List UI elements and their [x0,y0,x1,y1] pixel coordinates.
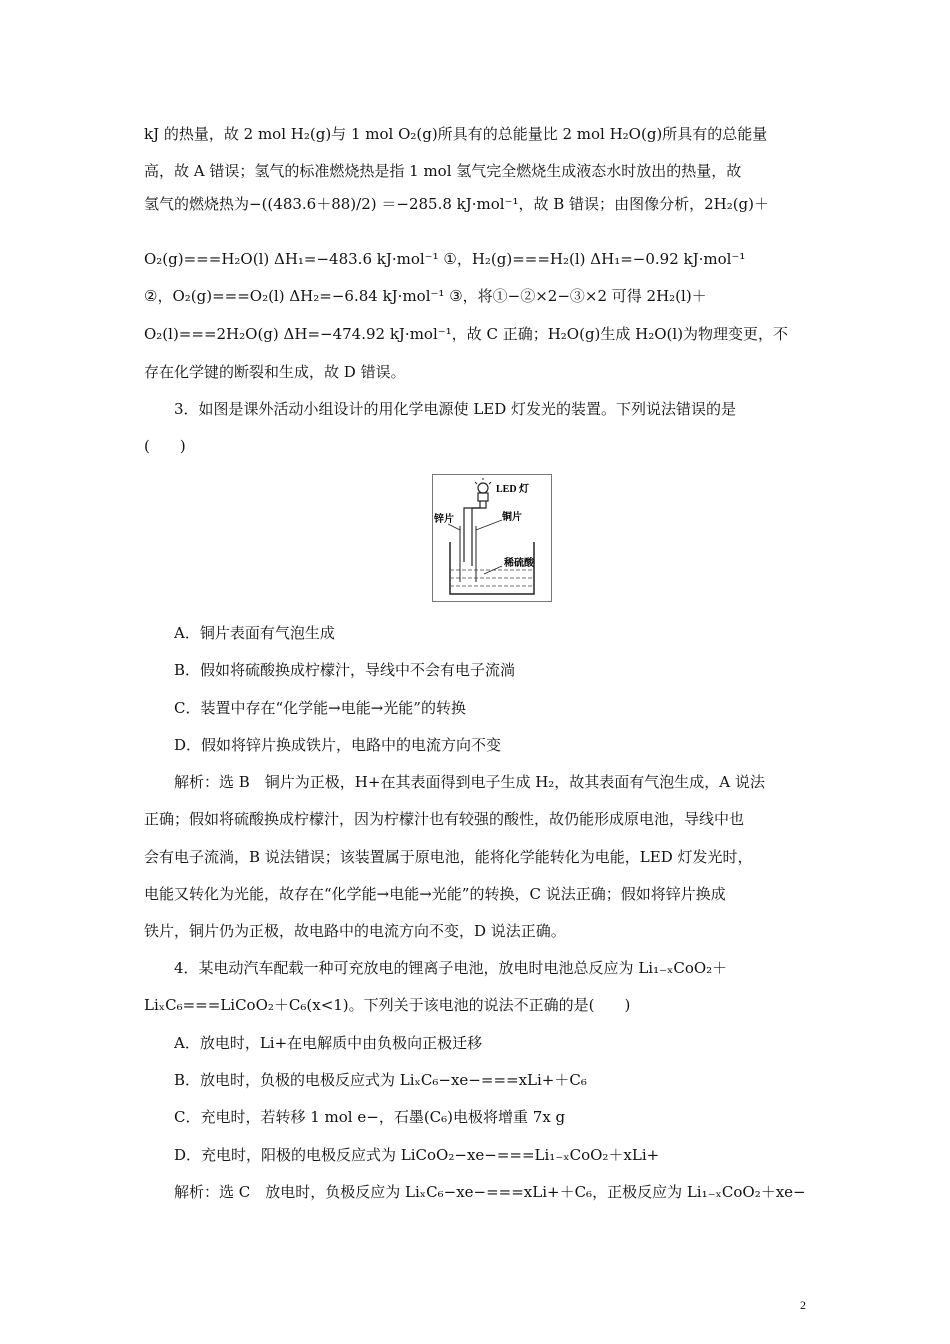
led-label: LED 灯 [496,484,530,495]
q3-analysis-line: 解析：选 B 铜片为正极，H+在其表面得到电子生成 H₂，故其表面有气泡生成，A 说法 [174,773,765,791]
text-line: kJ 的热量，故 2 mol H₂(g)与 1 mol O₂(g)所具有的总能量比 2 mol H₂O(g)所具有的总能量 [144,125,768,143]
q3-analysis-line: 正确；假如将硫酸换成柠檬汁，因为柠檬汁也有较强的酸性，故仍能形成原电池，导线中也 [144,810,745,828]
q4-option-a: A．放电时，Li+在电解质中由负极向正极迁移 [174,1034,483,1052]
copper-label: 铜片 [502,512,522,523]
q3-analysis-line: 会有电子流淌，B 说法错误；该装置属于原电池，能将化学能转化为电能，LED 灯发光时， [144,848,753,866]
q3-option-c: C．装置中存在“化学能→电能→光能”的转换 [174,699,466,717]
q4-option-c: C．充电时，若转移 1 mol e−，石墨(C₆)电极将增重 7x g [174,1108,566,1126]
acid-label: 稀硫酸 [504,558,534,569]
q3-option-a: A．铜片表面有气泡生成 [174,624,335,642]
battery-apparatus-figure [432,474,552,602]
text-line: 氢气的燃烧热为−((483.6＋88)/2) ＝−285.8 kJ·mol⁻¹，故 B 错误；由图像分析，2H₂(g)＋ [144,195,770,213]
answer-bracket: ( ) [144,437,186,455]
q3-analysis-line: 铁片，铜片仍为正极，故电路中的电流方向不变，D 说法正确。 [144,922,566,940]
text-line: ②，O₂(g)===O₂(l) ΔH₂=−6.84 kJ·mol⁻¹ ③，将①−②×2−③×2 可得 2H₂(l)＋ [144,287,707,305]
question-4-stem: 4．某电动汽车配载一种可充放电的锂离子电池，放电时电池总反应为 Li₁₋ₓCoO₂＋ [174,959,728,977]
q4-option-b: B．放电时，负极的电极反应式为 LiₓC₆−xe−===xLi+＋C₆ [174,1071,587,1089]
zinc-label: 锌片 [434,514,454,525]
q4-analysis-line: 解析：选 C 放电时，负极反应为 LiₓC₆−xe−===xLi+＋C₆，正极反应为 Li₁₋ₓCoO₂＋xe− [174,1183,806,1201]
text-line: O₂(g)===H₂O(l) ΔH₁=−483.6 kJ·mol⁻¹ ①，H₂(g)===H₂(l) ΔH₁=−0.92 kJ·mol⁻¹ [144,250,746,268]
question-3-stem: 3．如图是课外活动小组设计的用化学电源使 LED 灯发光的装置。下列说法错误的是 [174,400,737,418]
question-4-stem: LiₓC₆===LiCoO₂＋C₆(x<1)。下列关于该电池的说法不正确的是( ) [144,996,631,1014]
q3-option-d: D．假如将锌片换成铁片，电路中的电流方向不变 [174,736,502,754]
text-line: 高，故 A 错误；氢气的标准燃烧热是指 1 mol 氢气完全燃烧生成液态水时放出的热量，故 [144,162,742,180]
page-number: 2 [800,1298,806,1312]
q3-option-b: B．假如将硫酸换成柠檬汁，导线中不会有电子流淌 [174,661,516,679]
text-line: 存在化学键的断裂和生成，故 D 错误。 [144,363,406,381]
q3-analysis-line: 电能又转化为光能，故存在“化学能→电能→光能”的转换，C 说法正确；假如将锌片换成 [144,885,726,903]
q4-option-d: D．充电时，阳极的电极反应式为 LiCoO₂−xe−===Li₁₋ₓCoO₂＋xLi+ [174,1146,660,1164]
text-line: O₂(l)===2H₂O(g) ΔH=−474.92 kJ·mol⁻¹，故 C 正确；H₂O(g)生成 H₂O(l)为物理变更，不 [144,325,789,343]
